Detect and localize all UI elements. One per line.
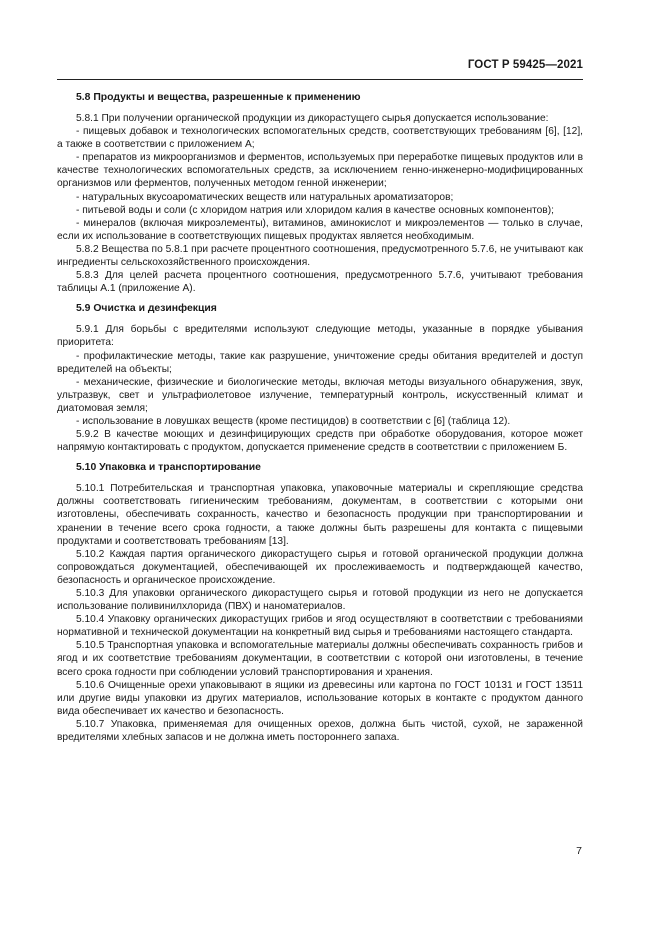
page-number: 7 (576, 845, 582, 857)
section-heading-5-10: 5.10 Упаковка и транспортирование (76, 462, 261, 474)
paragraph: 5.10.1 Потребительская и транспортная упаковка, упаковочные материалы и скрепляющие средства должны соответствовать гигиеническим требованиям, документам, в соответствии с которыми они изготовлены, обеспечивать сохранность, качество и безопасность продукции при транспортировании и хранении в течение всего срока годности, а также должны быть разрешены для контакта с пищевыми продуктами и соответствовать требованиям [13]. (57, 483, 583, 547)
section-heading-5-9: 5.9 Очистка и дезинфекция (76, 303, 217, 315)
paragraph: 5.10.2 Каждая партия органического дикорастущего сырья и готовой органической продукции должна сопровождаться документацией, обеспечивающей их прослеживаемость и подтверждающей качество, безопасность и органическое происхождение. (57, 548, 583, 586)
section-heading-5-8: 5.8 Продукты и вещества, разрешенные к применению (76, 92, 361, 103)
paragraph: 5.8.3 Для целей расчета процентного соотношения, предусмотренного 5.7.6, учитывают требования таблицы А.1 (приложение А). (57, 270, 583, 295)
header-rule (57, 79, 583, 80)
paragraph: 5.9.1 Для борьбы с вредителями используют следующие методы, указанные в порядке убывания приоритета: (57, 324, 583, 349)
list-item: - пищевых добавок и технологических вспомогательных средств, соответствующих требованиям [6], [12], а также в соответствии с приложением А; (57, 126, 583, 151)
paragraph: 5.10.5 Транспортная упаковка и вспомогательные материалы должны обеспечивать сохранность грибов и ягод и их соответствие требованиям документации, в соответствии с которой они изготовлены, в течение всего срока годности при соблюдении условий транспортирования и хранения. (57, 640, 583, 678)
paragraph: 5.8.2 Вещества по 5.8.1 при расчете процентного соотношения, предусмотренного 5.7.6, не учитывают как ингредиенты сельскохозяйственного происхождения. (57, 243, 583, 269)
list-item: - механические, физические и биологические методы, включая методы визуального обнаружения, звук, ультразвук, свет и ультрафиолетовое излучение, температурный контроль, искусственный климат и диатомовая земля; (57, 376, 583, 414)
paragraph: 5.10.4 Упаковку органических дикорастущих грибов и ягод осуществляют в соответствии с требованиями нормативной и технической документации на конкретный вид сырья и требованиями настоящего стандарта. (57, 614, 583, 639)
paragraph: 5.10.6 Очищенные орехи упаковывают в ящики из древесины или картона по ГОСТ 10131 и ГОСТ 13511 или другие виды упаковки из других материалов, использование которых в контакте с продуктом данного вида обеспечивает их качество и безопасность. (57, 679, 583, 717)
paragraph: 5.9.2 В качестве моющих и дезинфицирующих средств при обработке оборудования, которое может напрямую контактировать с продуктом, допускается применение средств в соответствии с приложением Б. (57, 429, 583, 454)
paragraph: 5.8.1 При получении органической продукции из дикорастущего сырья допускается использование: (76, 113, 549, 124)
document-body (57, 91, 583, 744)
list-item: - использование в ловушках веществ (кроме пестицидов) в соответствии с [6] (таблица 12). (76, 415, 511, 427)
list-item: - натуральных вкусоароматических веществ или натуральных ароматизаторов; (76, 191, 454, 203)
list-item: - препаратов из микроорганизмов и ферментов, используемых при переработке пищевых продуктов или в качестве технологических вспомогательных средств, за исключением генно-инженерно-модифицированных организмов или ферментов, полученных методом генной инженерии; (57, 152, 583, 190)
list-item: - профилактические методы, такие как разрушение, уничтожение среды обитания вредителей и доступ вредителей на объекты; (57, 350, 583, 375)
paragraph: 5.10.7 Упаковка, применяемая для очищенных орехов, должна быть чистой, сухой, не зараженной вредителями хлебных запасов и не должна иметь постороннего запаха. (57, 718, 583, 744)
paragraph: 5.10.3 Для упаковки органического дикорастущего сырья и готовой продукции из него не допускается использование поливинилхлорида (ПВХ) и наноматериалов. (57, 588, 583, 613)
list-item: - минералов (включая микроэлементы), витаминов, аминокислот и микроэлементов — только в случае, если их использование в соответствующих пищевых продуктах является необходимым. (57, 217, 583, 242)
page-header: ГОСТ Р 59425—2021 (467, 59, 583, 71)
list-item: - питьевой воды и соли (с хлоридом натрия или хлоридом калия в качестве основных компонентов); (76, 204, 554, 216)
